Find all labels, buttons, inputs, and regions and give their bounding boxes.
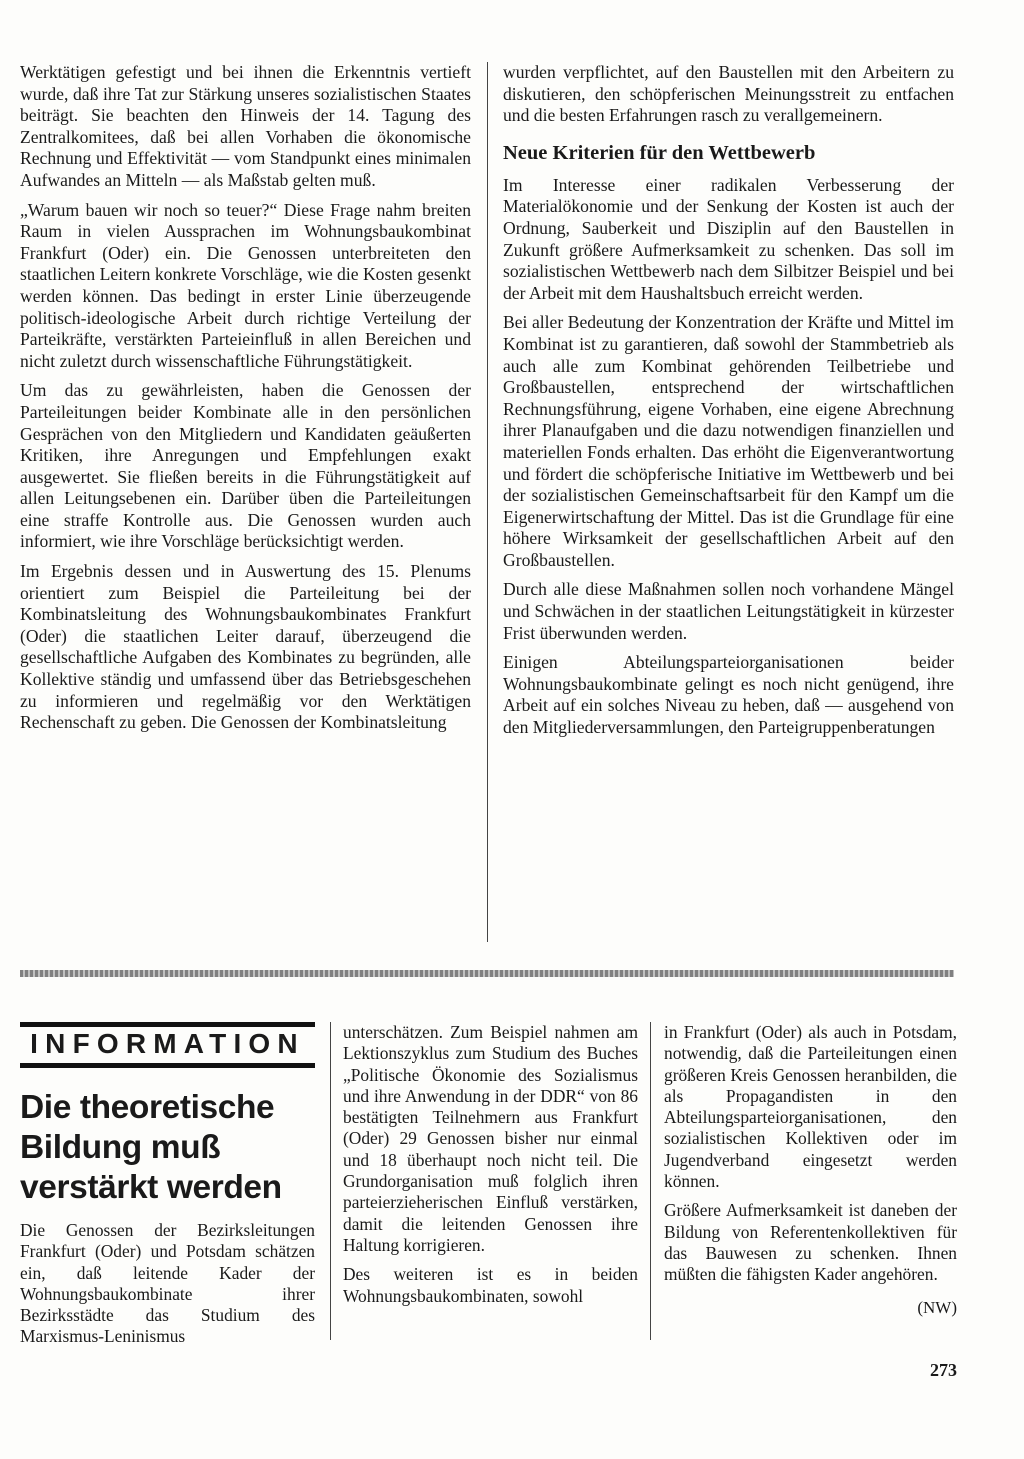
paragraph: Werktätigen gefestigt und bei ihnen die Erkenntnis vertieft wurde, daß ihre Tat zur Stärkung unseres sozialistischen Staates beiträgt. Sie beachten den Hinweis der 14. Tagung des Zentralkomitees, daß bei allen Vorhaben die ökonomische Rechnung und Effektivität — vom Standpunkt eines minimalen Aufwandes an Mitteln — als Maßstab gelten muß. bbox=[20, 62, 471, 190]
column-divider bbox=[330, 1022, 331, 1340]
paragraph: Im Interesse einer radikalen Verbesserung der Materialökonomie und der Senkung der Kosten ist auch der Ordnung, Sauberkeit und Disziplin auf den Baustellen in Zukunft größere Aufmerksamkeit zu schenken. Das soll im sozialistischen Wettbewerb nach dem Silbitzer Beispiel und bei der Arbeit mit dem Haushaltsbuch erreicht werden. bbox=[503, 174, 954, 303]
paragraph: Einigen Abteilungsparteiorganisationen beider Wohnungsbaukombinate gelingt es noch nicht genügend, ihre Arbeit auf ein solches Niveau zu heben, daß — ausgehend von den Mitgliederversammlungen, den Parteigruppenberatungen bbox=[503, 652, 954, 738]
information-column-middle bbox=[343, 1022, 638, 1315]
section-divider bbox=[20, 970, 954, 977]
paragraph: wurden verpflichtet, auf den Baustellen mit den Arbeitern zu diskutieren, den schöpferischen Meinungsstreit zu entfachen und die besten Erfahrungen rasch zu verallgemeinern. bbox=[503, 62, 954, 126]
information-label: INFORMATION bbox=[20, 1022, 315, 1068]
page-number: 273 bbox=[930, 1360, 957, 1380]
paragraph: Des weiteren ist es in beiden Wohnungsbaukombinaten, sowohl bbox=[343, 1264, 638, 1306]
article-column-right bbox=[503, 62, 954, 747]
section-heading: Neue Kriterien für den Wettbewerb bbox=[503, 141, 816, 164]
information-title: Die theoretische Bildung muß verstärkt werden bbox=[20, 1089, 282, 1206]
paragraph: „Warum bauen wir noch so teuer?“ Diese Frage nahm breiten Raum in vielen Aussprachen im Wohnungsbaukombinat Frankfurt (Oder) ein. Die Genossen unterbreiteten den staatlichen Leitern konkrete Vorschläge, wie die Kosten gesenkt werden können. Das bedingt in erster Linie überzeugende politisch-ideologische Arbeit durch richtige Verteilung der Parteikräfte, verstärkten Parteieinfluß in allen Bereichen und nicht zuletzt durch wissenschaftliche Führungstätigkeit. bbox=[20, 199, 471, 371]
paragraph: unterschätzen. Zum Beispiel nahmen am Lektionszyklus zum Studium des Buches „Politische Ökonomie des Sozialismus und ihre Anwendung in der DDR“ von 86 bestätigten Teilnehmern aus Frankfurt (Oder) 29 Genossen bisher nur einmal und 18 überhaupt noch nicht teil. Die Grundorganisation muß folglich ihren parteierzieherischen Einfluß verstärken, damit die leitenden Genossen ihre Haltung korrigieren. bbox=[343, 1022, 638, 1255]
author-signature: (NW) bbox=[917, 1297, 957, 1317]
paragraph: in Frankfurt (Oder) als auch in Potsdam, notwendig, daß die Parteileitungen einen größeren Kreis Genossen heranbilden, die als Propagandisten in den Abteilungsparteiorganisationen, den sozialistischen Kollektiven oder im Jugendverband eingesetzt werden können. bbox=[664, 1022, 957, 1192]
information-box bbox=[20, 1022, 315, 1348]
article-column-left bbox=[20, 62, 471, 742]
column-divider bbox=[487, 62, 488, 942]
paragraph: Größere Aufmerksamkeit ist daneben der Bildung von Referentenkollektiven für das Bauwesen zu schenken. Ihnen müßten die fähigsten Kader angehören. bbox=[664, 1200, 957, 1285]
column-divider bbox=[650, 1022, 651, 1340]
paragraph: Im Ergebnis dessen und in Auswertung des 15. Plenums orientiert zum Beispiel die Parteileitung bei der Kombinatsleitung des Wohnungsbaukombinates Frankfurt (Oder) die staatlichen Leiter darauf, überzeugend die gesellschaftliche Aufgaben des Kombinates zu begründen, alle Kollektive ständig und umfassend über das Betriebsgeschehen zu informieren und regelmäßig vor den Werktätigen Rechenschaft zu geben. Die Genossen der Kombinatsleitung bbox=[20, 561, 471, 733]
paragraph: Bei aller Bedeutung der Konzentration der Kräfte und Mittel im Kombinat ist zu garantieren, daß sowohl der Stammbetrieb als auch alle zum Kombinat gehörenden Teilbetriebe und Großbaustellen, entsprechend der wirtschaftlichen Rechnungsführung, eigene Vorhaben, eine eigene Abrechnung ihrer Planaufgaben und die dazu notwendigen finanziellen und materiellen Fonds erhalten. Das erhöht die Eigenverantwortung und fördert die schöpferische Initiative im Wettbewerb und bei der sozialistischen Gemeinschaftsarbeit für den Kampf um die Eigenerwirtschaftung der Mittel. Das ist die Grundlage für eine höhere Wirksamkeit der gesellschaftlichen Arbeit auf den Großbaustellen. bbox=[503, 312, 954, 570]
paragraph: Durch alle diese Maßnahmen sollen noch vorhandene Mängel und Schwächen in der staatlichen Leitungstätigkeit in kürzester Frist überwunden werden. bbox=[503, 579, 954, 643]
paragraph: Die Genossen der Bezirksleitungen Frankfurt (Oder) und Potsdam schätzen ein, daß leitende Kader der Wohnungsbaukombinate ihrer Bezirksstädte das Studium des Marxismus-Leninismus bbox=[20, 1220, 315, 1347]
paragraph: Um das zu gewährleisten, haben die Genossen der Parteileitungen beider Kombinate alle in den persönlichen Gesprächen von den Mitgliedern und Kandidaten geäußerten Kritiken, ihre Anregungen und Empfehlungen exakt ausgewertet. Sie fließen bereits in die Führungstätigkeit auf allen Leitungsebenen ein. Darüber üben die Parteileitungen eine straffe Kontrolle aus. Die Genossen wurden auch informiert, wie ihre Vorschläge berücksichtigt werden. bbox=[20, 380, 471, 552]
information-column-right bbox=[664, 1022, 957, 1318]
